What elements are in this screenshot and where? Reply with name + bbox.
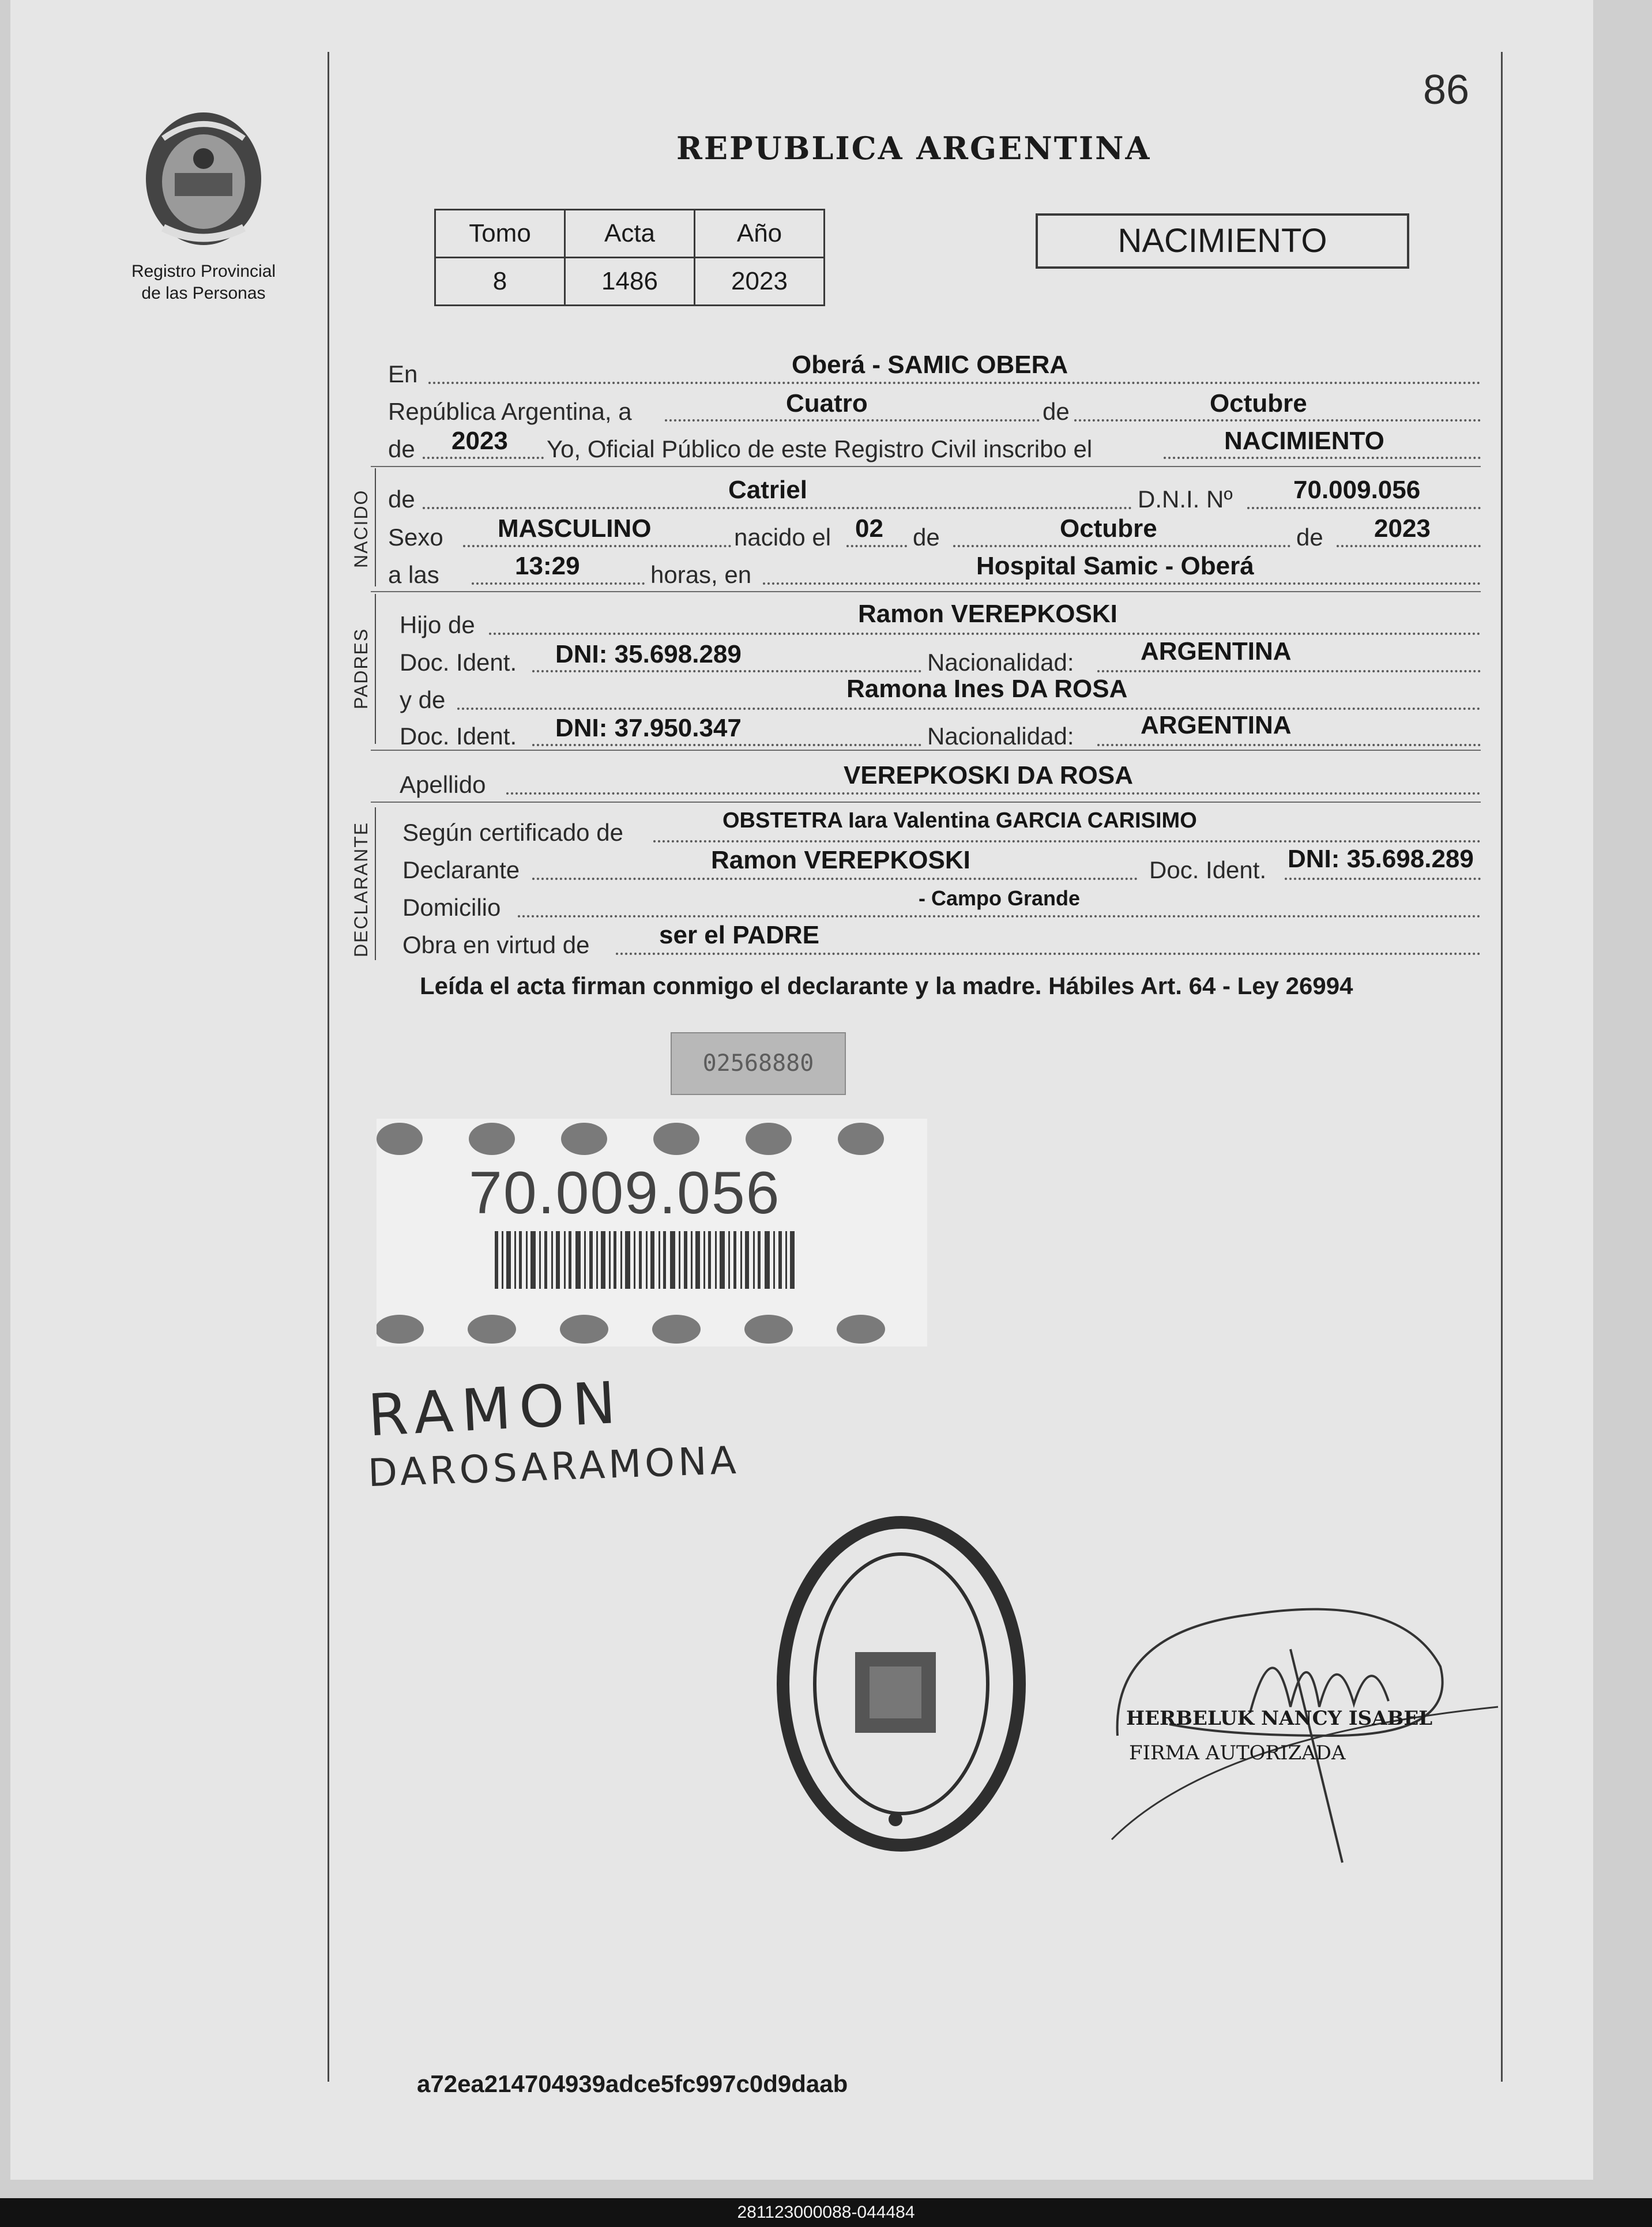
- logo-caption: [111, 261, 296, 304]
- inscribo-label: Yo, Oficial Público de este Registro Civil inscribo el: [547, 435, 1093, 462]
- sexo-value: MASCULINO: [498, 514, 652, 543]
- mother-doc-label: Doc. Ident.: [400, 723, 517, 750]
- footer-code: 281123000088-044484: [737, 2203, 915, 2222]
- record-type-box: NACIMIENTO: [1036, 213, 1409, 269]
- month-value: Octubre: [1210, 389, 1307, 417]
- padres-section-label: PADRES: [351, 627, 371, 709]
- yde-label: y de: [400, 686, 446, 713]
- logo-caption-line2: de las Personas: [141, 284, 266, 303]
- en-value: Oberá - SAMIC OBERA: [792, 351, 1068, 379]
- declarante-section-label: DECLARANTE: [351, 821, 371, 957]
- record-table-values: [435, 258, 825, 306]
- en-label: En: [388, 360, 418, 388]
- declarant-doc: DNI: 35.698.289: [1288, 845, 1474, 873]
- sexo-label: Sexo: [388, 524, 443, 551]
- sticker-logo-row-bottom: [377, 1312, 927, 1346]
- year-prefix-label: de: [388, 435, 415, 462]
- record-table: [434, 209, 825, 306]
- page-title: REPUBLICA ARGENTINA: [676, 130, 1151, 167]
- cert-value: OBSTETRA Iara Valentina GARCIA CARISIMO: [722, 808, 1197, 833]
- serial-stamp: 02568880: [671, 1032, 846, 1095]
- birth-year: 2023: [1374, 514, 1431, 543]
- birth-time: 13:29: [515, 552, 580, 580]
- horas-label: horas, en: [650, 561, 752, 588]
- header-acta: Acta: [565, 210, 695, 258]
- nacido-de3-label: de: [1296, 524, 1323, 551]
- mother-nat-label: Nacionalidad:: [927, 723, 1074, 750]
- year-value: 2023: [451, 427, 508, 455]
- registry-seal-stamp: [772, 1514, 1031, 1854]
- father-nat-label: Nacionalidad:: [927, 649, 1074, 676]
- header-anio: Año: [695, 210, 825, 258]
- birth-month: Octubre: [1060, 514, 1157, 543]
- decl-doc-label: Doc. Ident.: [1149, 856, 1267, 883]
- page-number: 86: [1423, 67, 1470, 113]
- sticker-logo-row-top: [377, 1119, 927, 1159]
- closing-note: Leída el acta firman conmigo el declarante y la madre. Hábiles Art. 64 - Ley 26994: [420, 972, 1353, 999]
- inscribo-value: NACIMIENTO: [1224, 427, 1384, 455]
- value-tomo: 8: [435, 258, 565, 306]
- handwritten-signature-2: DAROSARAMONA: [367, 1438, 740, 1496]
- de-label: de: [1043, 398, 1070, 425]
- barcode-icon: [495, 1231, 795, 1289]
- father-nationality: ARGENTINA: [1141, 637, 1292, 665]
- dom-label: Domicilio: [402, 894, 501, 921]
- hijo-label: Hijo de: [400, 611, 475, 638]
- value-anio: 2023: [695, 258, 825, 306]
- sticker-dni-number: 70.009.056: [469, 1160, 781, 1227]
- father-name: Ramon VEREPKOSKI: [858, 600, 1117, 628]
- document-hash: a72ea214704939adce5fc997c0d9daab: [417, 2070, 848, 2097]
- left-margin-line: [328, 52, 329, 2082]
- mother-nationality: ARGENTINA: [1141, 711, 1292, 739]
- declarant-name: Ramon VEREPKOSKI: [711, 846, 970, 874]
- obra-value: ser el PADRE: [659, 921, 819, 949]
- nacido-section-label: NACIDO: [351, 489, 371, 568]
- handwritten-signature-1: RAMON: [366, 1368, 626, 1450]
- newborn-dni: 70.009.056: [1293, 476, 1421, 504]
- header-tomo: Tomo: [435, 210, 565, 258]
- domicilio-value: - Campo Grande: [919, 886, 1081, 910]
- republica-label: República Argentina, a: [388, 398, 632, 425]
- official-name: HERBELUK NANCY ISABEL: [1126, 1707, 1433, 1730]
- birth-day: 02: [855, 514, 883, 543]
- dni-label: D.N.I. Nº: [1138, 486, 1233, 513]
- obra-label: Obra en virtud de: [402, 931, 590, 958]
- birth-place: Hospital Samic - Oberá: [976, 552, 1254, 580]
- cert-label: Según certificado de: [402, 819, 623, 846]
- apellido-value: VEREPKOSKI DA ROSA: [844, 761, 1134, 789]
- alas-label: a las: [388, 561, 439, 588]
- apellido-label: Apellido: [400, 771, 486, 798]
- day-value: Cuatro: [786, 389, 868, 417]
- official-title: FIRMA AUTORIZADA: [1129, 1741, 1346, 1765]
- nacido-de2-label: de: [913, 524, 940, 551]
- record-table-header: [435, 210, 825, 258]
- certificate-page: [10, 0, 1593, 2180]
- footer-code-bar: [0, 2198, 1652, 2227]
- value-acta: 1486: [565, 258, 695, 306]
- nacido-de-label: de: [388, 486, 415, 513]
- newborn-name: Catriel: [728, 476, 807, 504]
- mother-doc: DNI: 37.950.347: [555, 714, 742, 742]
- dni-sticker: [377, 1119, 927, 1346]
- mother-name: Ramona Ines DA ROSA: [846, 675, 1128, 703]
- misiones-seal-logo: [129, 104, 279, 254]
- father-doc-label: Doc. Ident.: [400, 649, 517, 676]
- decl-label: Declarante: [402, 856, 520, 883]
- father-doc: DNI: 35.698.289: [555, 640, 742, 668]
- logo-caption-line1: Registro Provincial: [131, 262, 276, 281]
- nacido-el-label: nacido el: [734, 524, 831, 551]
